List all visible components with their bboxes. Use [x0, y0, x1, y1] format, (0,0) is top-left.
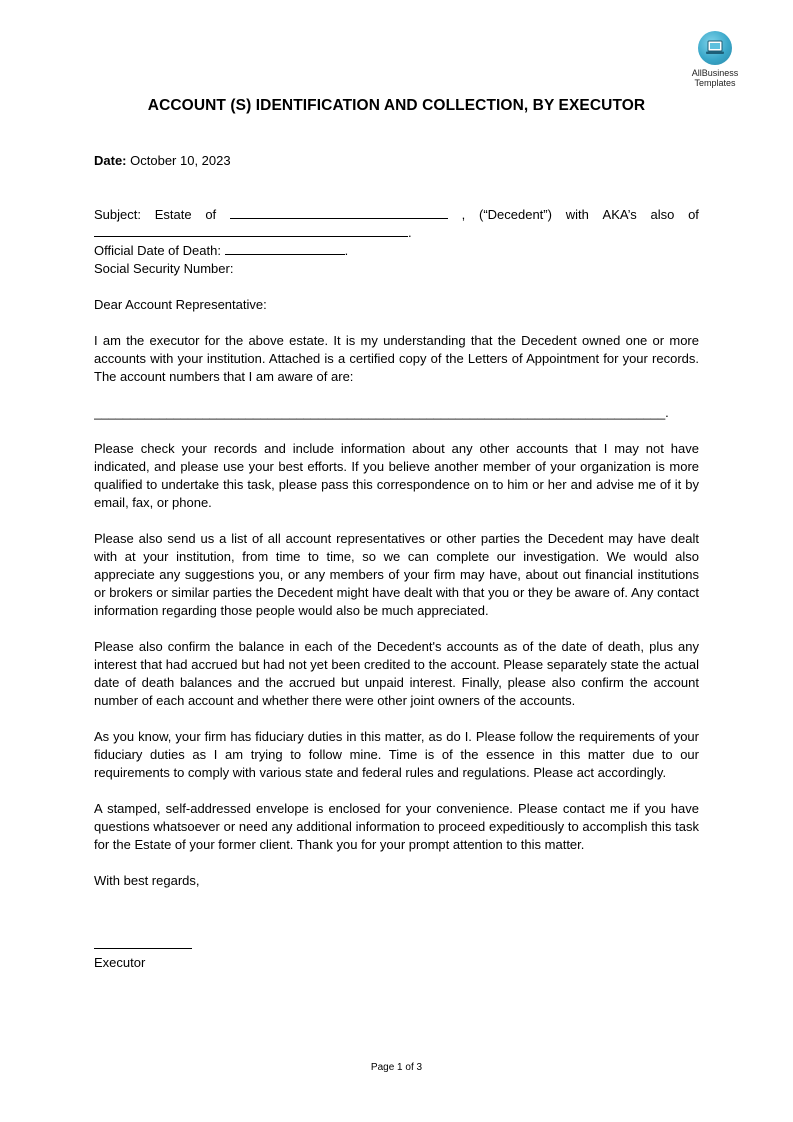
subject-label: Subject: [94, 207, 141, 222]
subject-aka-word: AKA’s [602, 207, 637, 222]
logo-line-2: Templates [694, 78, 736, 88]
letter-body [94, 152, 699, 972]
signature-label: Executor [94, 955, 146, 970]
official-date-line [94, 242, 699, 260]
date-value: October 10, 2023 [130, 153, 231, 168]
document-title: ACCOUNT (S) IDENTIFICATION AND COLLECTION, BY EXECUTOR [147, 97, 646, 114]
date-of-death-blank[interactable] [225, 242, 345, 255]
date-label: Date: [94, 153, 127, 168]
brand-logo [684, 31, 746, 88]
paragraph-2: Please check your records and include information about any other accounts that I may not have indicated, and please use your best efforts. If you believe another member of your organization is more qualified to undertake this task, please pass this correspondence on to him or her and advise me of it by email, fax, or phone. [94, 441, 699, 510]
aka-blank[interactable] [94, 224, 408, 237]
page-number: Page 1 of 3 [370, 1062, 423, 1073]
subject-estate-word: Estate [154, 207, 192, 222]
paragraph-5: As you know, your firm has fiduciary duties in this matter, as do I. Please follow the requirements of your fiduciary duties as I am trying to follow mine. Time is of the essence in this matter due to our requirements to comply with various state and federal rules and regulations. Please act accordingly. [94, 729, 699, 780]
official-date-period: . [344, 243, 349, 258]
laptop-icon [698, 31, 732, 65]
paragraph-6: A stamped, self-addressed envelope is enclosed for your convenience. Please contact me if you have questions whatsoever or need any additional information to proceed expeditiously to accomplish this task for the Estate of your former client. Thank you for your prompt attention to this matter. [94, 801, 699, 852]
paragraph-4: Please also confirm the balance in each of the Decedent's accounts as of the date of death, plus any interest that had accrued but had not yet been credited to the account. Please separately state the actual date of death balances and the accrued but unpaid interest. Finally, please also confirm the account number of each account and whether there were other joint owners of the accounts. [94, 639, 699, 708]
official-date-label: Official Date of Death: [94, 243, 221, 258]
salutation: Dear Account Representative: [94, 297, 267, 312]
ssn-line: Social Security Number: [94, 261, 234, 276]
closing: With best regards, [94, 873, 200, 888]
signature-blank[interactable] [94, 936, 192, 949]
date-line [94, 152, 699, 170]
subject-of2-word: of [688, 207, 699, 222]
paragraph-1: I am the executor for the above estate. It is my understanding that the Decedent owned one or more accounts with your institution. Attached is a certified copy of the Letters of Appointment for your records. The account numbers that I am aware of are: [94, 333, 699, 384]
subject-of-word: of [205, 207, 217, 222]
account-numbers-line[interactable]: _______________________________________________________________________________. [94, 405, 669, 420]
subject-decedent: (“Decedent”) [478, 207, 552, 222]
subject-comma: , [461, 207, 466, 222]
aka-period: . [408, 225, 412, 240]
logo-line-1: AllBusiness [691, 68, 739, 78]
paragraph-3: Please also send us a list of all account representatives or other parties the Decedent may have dealt with at your institution, from time to time, so we can complete our investigation. We would also appreciate any suggestions you, or any members of your firm may have, about out financial institutions or brokers or similar parties the Decedent might have dealt with that you or they be aware of. Any contact information regarding those people would also be much appreciated. [94, 531, 699, 618]
subject-line [94, 206, 699, 224]
aka-line [94, 224, 699, 242]
subject-with-word: with [565, 207, 589, 222]
subject-also-word: also [650, 207, 675, 222]
signature-line [94, 936, 699, 954]
estate-name-blank[interactable] [230, 206, 448, 219]
